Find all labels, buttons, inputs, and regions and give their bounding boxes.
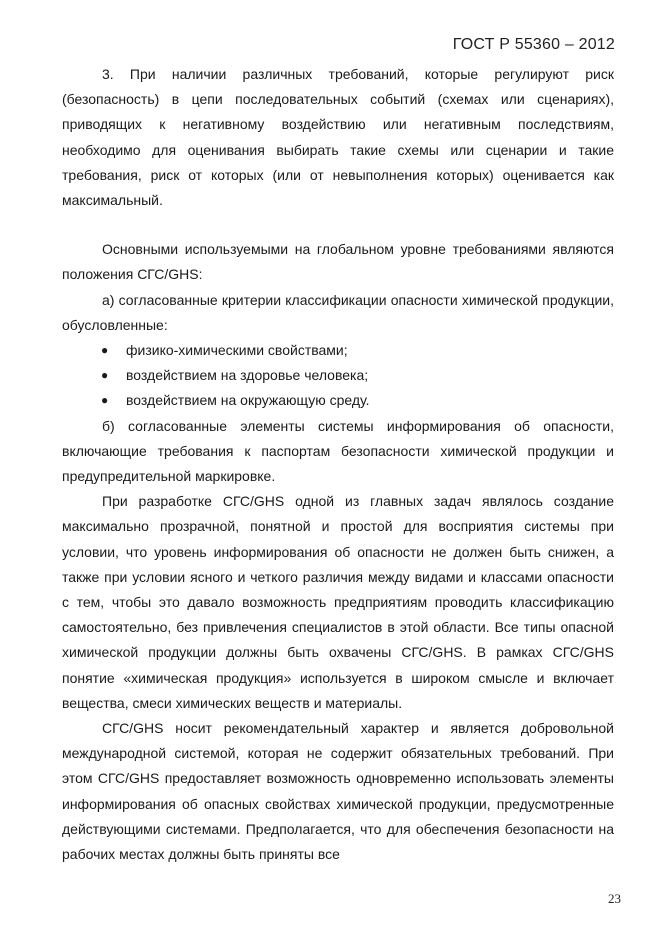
list-item: [62, 363, 614, 388]
document-header: ГОСТ Р 55360 – 2012: [452, 36, 615, 53]
list-item: [62, 338, 614, 363]
list-item-text: воздействием на здоровье человека;: [126, 367, 369, 384]
paragraph-ghs-development: При разработке СГС/GHS одной из главных задач являлось создание максимально прозрачной, понятной и простой для восприятия системы при условии, что уровень информирования об опасности не должен быть снижен, а также при условии ясного и четкого различия между видами и классами опасности с тем, чтобы это давало возможность предприятиям проводить классификацию самостоятельно, без привлечения специалистов в этой области. Все типы опасной химической продукции должны быть охвачены СГС/GHS. В рамках СГС/GHS понятие «химическая продукция» используется в широком смысле и включает вещества, смеси химических веществ и материалы.: [62, 493, 614, 711]
paragraph-risk-requirements: 3. При наличии различных требований, которые регулируют риск (безопасность) в цепи последовательных событий (схемах или сценариях), приводящих к негативному воздействию или негативным последствиям, необходимо для оценивания выбирать такие схемы или сценарии и такие требования, риск от которых (или от невыполнения которых) оценивается как максимальный.: [62, 66, 614, 209]
list-item-text: воздействием на окружающую среду.: [126, 392, 370, 409]
paragraph-ghs-provisions: Основными используемыми на глобальном уровне требованиями являются положения СГС/GHS:: [62, 241, 614, 283]
list-item-text: физико-химическими свойствами;: [126, 342, 348, 359]
paragraph-classification-criteria: а) согласованные критерии классификации опасности химической продукции, обусловленные:: [62, 291, 614, 333]
bullet-icon: ●: [101, 343, 109, 358]
list-item: [62, 388, 614, 413]
paragraph-information-elements: б) согласованные элементы системы информирования об опасности, включающие требования к паспортам безопасности химической продукции и предупредительной маркировке.: [62, 417, 614, 485]
document-body: [62, 62, 614, 867]
paragraph-ghs-recommendatory: СГС/GHS носит рекомендательный характер и является добровольной международной системой, которая не содержит обязательных требований. При этом СГС/GHS предоставляет возможность одновременно использовать элементы информирования об опасных свойствах химической продукции, предусмотренные действующими системами. Предполагается, что для обеспечения безопасности на рабочих местах должны быть приняты все: [62, 720, 614, 863]
page-number: 23: [608, 891, 621, 906]
paragraph-gap: [62, 213, 614, 237]
hazard-properties-list: [62, 338, 614, 414]
bullet-icon: ●: [101, 393, 109, 408]
bullet-icon: ●: [101, 368, 109, 383]
